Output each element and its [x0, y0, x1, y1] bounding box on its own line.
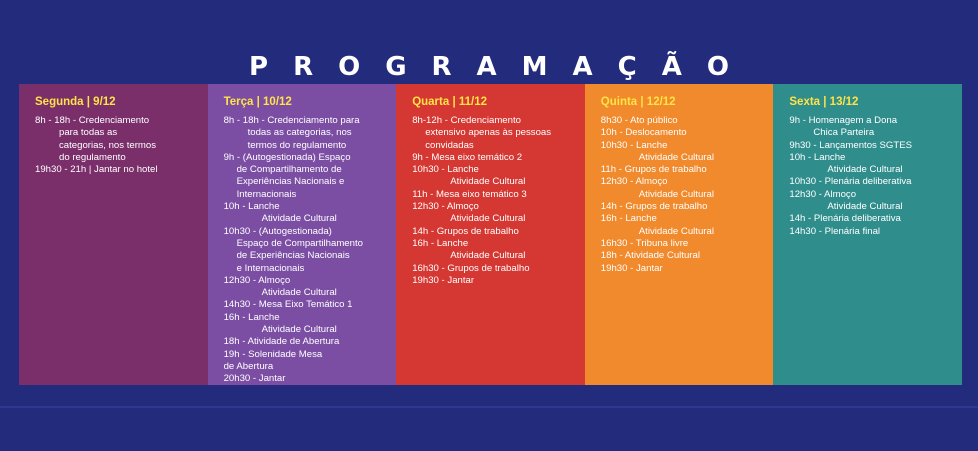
day-heading: Sexta | 13/12 — [789, 96, 859, 108]
day-heading: Segunda | 9/12 — [35, 96, 116, 108]
entry-text: 9h - (Autogestionada) Espaço — [223, 151, 351, 163]
entry-text: 8h-12h - Credenciamento — [412, 115, 521, 126]
day-column-monday — [19, 84, 208, 385]
day-heading: Quarta | 11/12 — [412, 96, 488, 108]
entry-list — [412, 115, 577, 287]
entry-text: 20h30 - Jantar — [223, 373, 286, 385]
day-heading: Terça | 10/12 — [223, 96, 292, 108]
schedule-entry — [601, 201, 766, 213]
entry-text: 10h30 - (Autogestionada) — [223, 225, 332, 237]
entry-text: 12h30 - Almoço — [223, 274, 291, 286]
entry-text: 14h - Grupos de trabalho — [412, 225, 519, 237]
entry-text: 12h30 - Almoço — [789, 188, 857, 200]
schedule-entry — [412, 152, 577, 164]
schedule-entry — [789, 226, 954, 238]
schedule-entry — [601, 176, 766, 201]
entry-continuation: Atividade Cultural — [827, 201, 903, 213]
entry-continuation: de Abertura — [223, 360, 274, 372]
schedule-entry — [789, 152, 954, 177]
entry-list — [601, 115, 766, 275]
entry-continuation: de Experiências Nacionais — [236, 250, 350, 262]
schedule-entry — [412, 164, 577, 189]
entry-continuation: Atividade Cultural — [638, 188, 714, 200]
entry-text: 18h - Atividade Cultural — [600, 250, 700, 262]
schedule-entry — [224, 312, 389, 337]
schedule-entry — [601, 263, 766, 275]
entry-continuation: Atividade Cultural — [261, 324, 337, 336]
schedule-entry — [224, 201, 389, 226]
entry-continuation: Atividade Cultural — [638, 225, 714, 237]
day-column-wednesday — [396, 84, 585, 385]
schedule-entry — [412, 201, 577, 226]
entry-text: 14h30 - Mesa Eixo Temático 1 — [223, 299, 353, 311]
entry-continuation: Espaço de Compartilhamento — [236, 237, 363, 249]
entry-text: 14h - Grupos de trabalho — [600, 201, 708, 213]
entry-text: 14h - Plenária deliberativa — [789, 213, 901, 225]
entry-text: 10h30 - Lanche — [412, 164, 479, 176]
entry-text: 16h - Lanche — [600, 213, 657, 225]
entry-continuation: para todas as — [59, 127, 118, 139]
entry-text: 14h30 - Plenária final — [789, 225, 881, 237]
entry-continuation: e Internacionais — [236, 262, 305, 274]
schedule-entry — [601, 115, 766, 127]
schedule-entry — [412, 275, 577, 287]
entry-continuation: todas as categorias, nos — [247, 127, 352, 139]
schedule-entry — [601, 238, 766, 250]
day-column-tuesday — [208, 84, 397, 385]
entry-text: 19h - Solenidade Mesa — [223, 348, 323, 360]
entry-text: 19h30 - 21h | Jantar no hotel — [35, 164, 158, 176]
entry-continuation: Atividade Cultural — [261, 287, 337, 299]
schedule-entry — [601, 127, 766, 139]
entry-list — [224, 115, 389, 385]
entry-text: 8h30 - Ato público — [600, 115, 678, 126]
schedule-entry — [224, 226, 389, 275]
entry-continuation: extensivo apenas às pessoas — [425, 127, 552, 139]
schedule-entry — [789, 189, 954, 214]
schedule-entry — [35, 164, 200, 176]
entry-text: 10h30 - Plenária deliberativa — [789, 176, 912, 188]
entry-text: 12h30 - Almoço — [600, 176, 668, 188]
entry-continuation: Internacionais — [236, 188, 297, 200]
entry-text: 16h - Lanche — [412, 237, 469, 249]
entry-text: 11h - Mesa eixo temático 3 — [412, 188, 527, 200]
schedule-entry — [601, 164, 766, 176]
schedule-entry — [412, 226, 577, 238]
schedule-entry — [224, 349, 389, 374]
schedule-entry — [789, 115, 954, 140]
schedule-entry — [601, 140, 766, 165]
entry-text: 8h - 18h - Credenciamento — [35, 115, 150, 126]
entry-list — [789, 115, 954, 238]
entry-continuation: de Compartilhamento de — [236, 164, 342, 176]
entry-text: 10h30 - Lanche — [600, 139, 668, 151]
entry-list — [35, 115, 200, 176]
entry-text: 16h - Lanche — [223, 311, 280, 323]
entry-continuation: Experiências Nacionais e — [236, 176, 345, 188]
schedule-entry — [224, 299, 389, 311]
schedule-entry — [412, 115, 577, 152]
entry-text: 10h - Lanche — [789, 151, 846, 163]
entry-text: 11h - Grupos de trabalho — [600, 164, 707, 176]
entry-text: 9h30 - Lançamentos SGTES — [789, 139, 913, 151]
page-title: PROGRAMAÇÃO — [249, 52, 754, 82]
entry-text: 8h - 18h - Credenciamento para — [223, 115, 360, 126]
schedule-entry — [789, 176, 954, 188]
entry-text: 19h30 - Jantar — [412, 274, 475, 286]
entry-continuation: Atividade Cultural — [450, 213, 526, 225]
footer-divider — [0, 406, 978, 408]
schedule-entry — [224, 115, 389, 152]
entry-continuation: Atividade Cultural — [261, 213, 337, 225]
entry-continuation: do regulamento — [59, 151, 126, 163]
entry-continuation: Atividade Cultural — [450, 250, 526, 262]
entry-continuation: Atividade Cultural — [827, 164, 903, 176]
entry-text: 16h30 - Grupos de trabalho — [412, 262, 530, 274]
day-column-friday — [773, 84, 962, 385]
entry-text: 16h30 - Tribuna livre — [600, 237, 689, 249]
entry-text: 10h - Deslocamento — [600, 127, 687, 139]
entry-text: 9h - Homenagem a Dona — [789, 115, 898, 126]
schedule-entry — [789, 140, 954, 152]
schedule-entry — [412, 189, 577, 201]
entry-continuation: termos do regulamento — [247, 139, 347, 151]
day-column-thursday — [585, 84, 774, 385]
entry-text: 19h30 - Jantar — [600, 262, 663, 274]
schedule-entry — [224, 152, 389, 201]
entry-continuation: categorias, nos termos — [59, 139, 157, 151]
entry-text: 18h - Atividade de Abertura — [223, 336, 340, 348]
entry-continuation: Chica Parteira — [813, 127, 875, 139]
entry-text: 9h - Mesa eixo temático 2 — [412, 151, 523, 163]
entry-continuation: Atividade Cultural — [638, 151, 714, 163]
schedule-columns — [19, 84, 962, 385]
entry-text: 10h - Lanche — [223, 201, 280, 213]
schedule-entry — [224, 373, 389, 385]
schedule-entry — [601, 213, 766, 238]
entry-text: 12h30 - Almoço — [412, 201, 479, 213]
schedule-entry — [601, 250, 766, 262]
entry-continuation: convidadas — [425, 139, 474, 151]
schedule-entry — [224, 336, 389, 348]
schedule-entry — [412, 263, 577, 275]
entry-continuation: Atividade Cultural — [450, 176, 526, 188]
day-heading: Quinta | 12/12 — [600, 96, 676, 108]
schedule-entry — [412, 238, 577, 263]
schedule-entry — [789, 213, 954, 225]
schedule-entry — [224, 275, 389, 300]
schedule-entry — [35, 115, 200, 164]
